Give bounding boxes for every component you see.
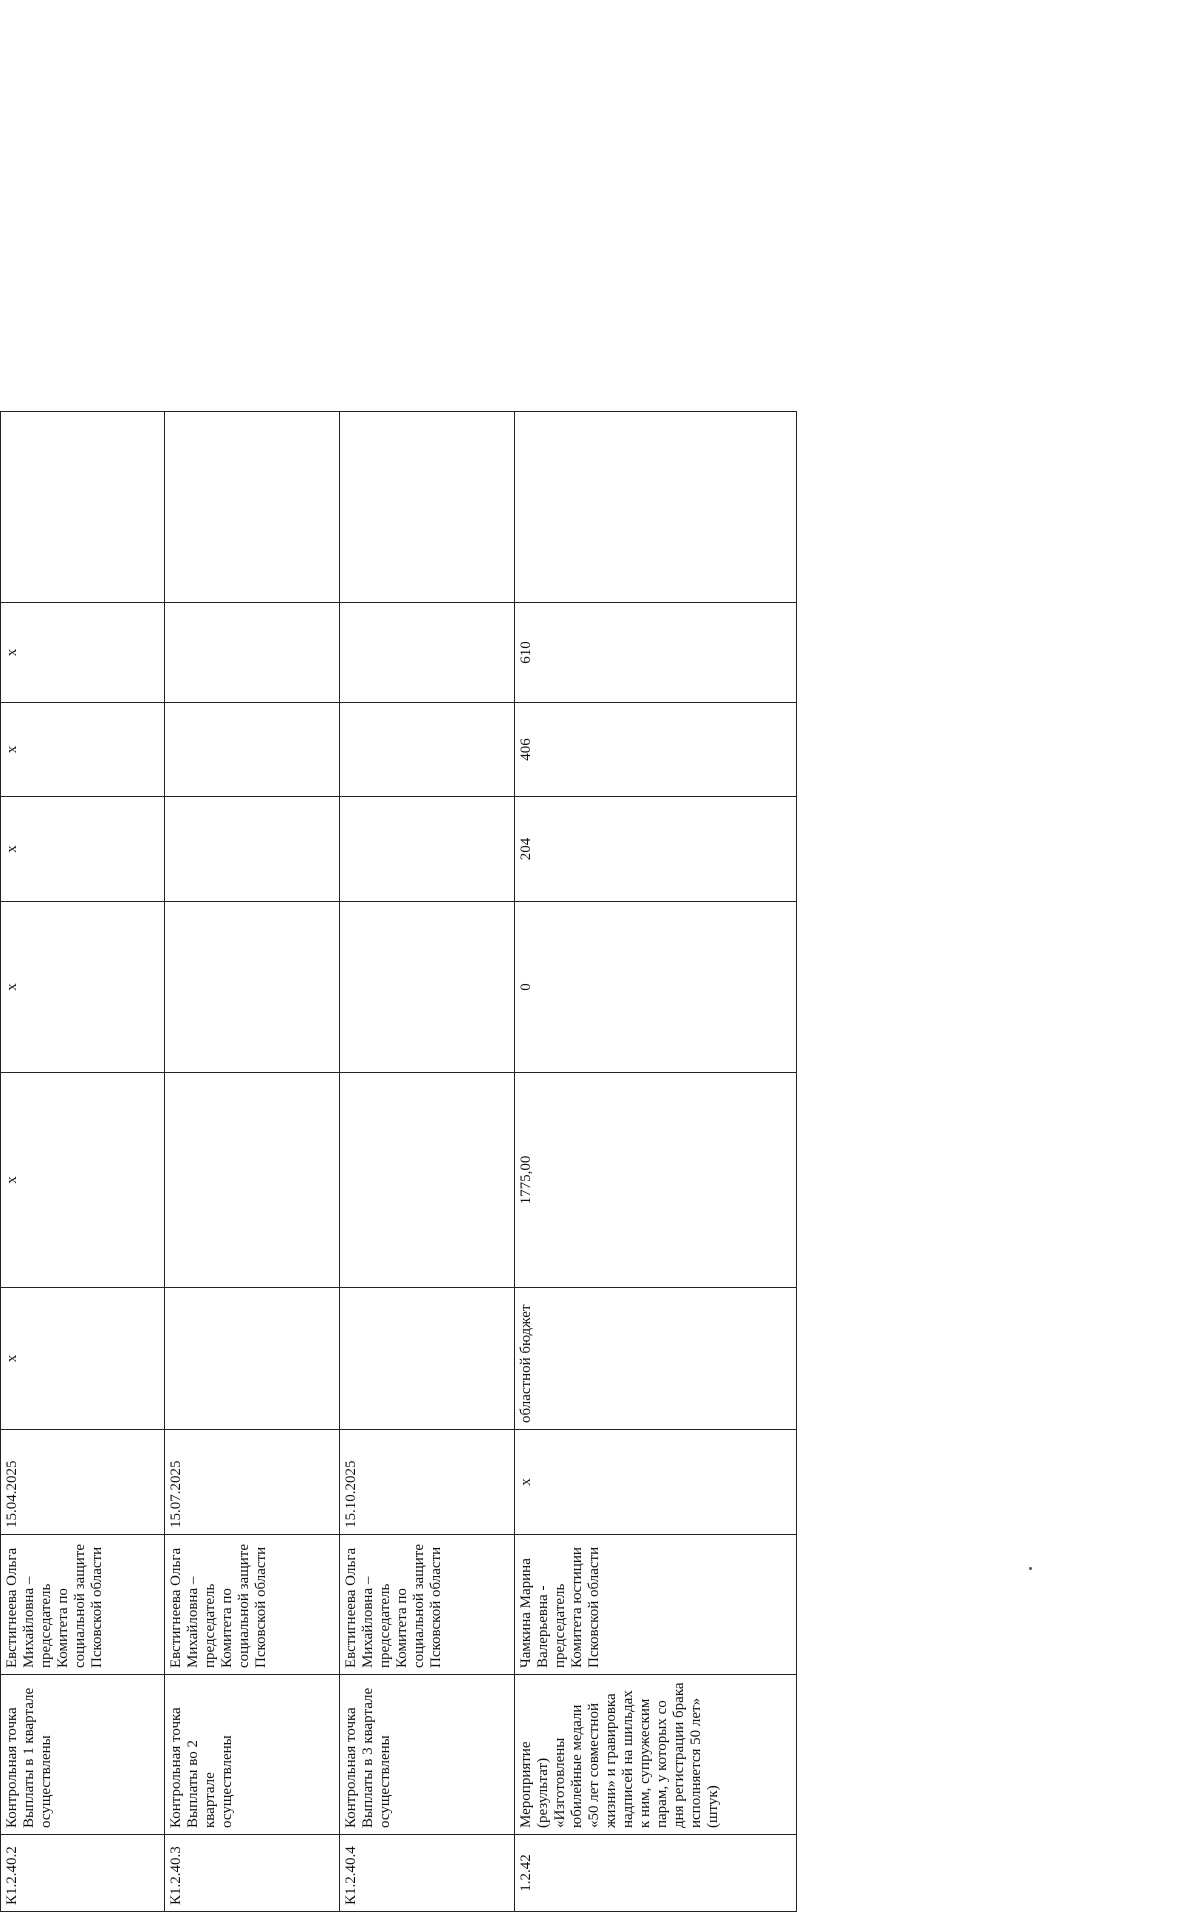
cell-amount <box>165 1073 340 1288</box>
cell-value-4: х <box>1 603 165 703</box>
cell-empty <box>515 412 797 603</box>
cell-value-1: х <box>1 902 165 1073</box>
cell-value-2: 204 <box>515 797 797 902</box>
cell-value-3: х <box>1 703 165 797</box>
cell-date: 15.07.2025 <box>165 1430 340 1535</box>
cell-date: х <box>515 1430 797 1535</box>
cell-value-3 <box>165 703 340 797</box>
cell-code: К1.2.40.3 <box>165 1835 340 1912</box>
table-row <box>1 412 165 1912</box>
cell-value-4 <box>165 603 340 703</box>
cell-title: Контрольная точка Выплаты в 1 квартале осуществлены <box>1 1675 165 1835</box>
measures-table <box>0 411 797 1912</box>
cell-responsible: Евстигнеева Ольга Михайловна – председатель Комитета по социальной защите Псковской области <box>165 1535 340 1675</box>
cell-empty <box>165 412 340 603</box>
cell-date: 15.04.2025 <box>1 1430 165 1535</box>
cell-title: Мероприятие (результат) «Изготовлены юбилейные медали «50 лет совместной жизни» и гравировка надписей на шильдах к ним, супружеским парам, у которых со дня регистрации брака исполняется 50 лет» (штук) <box>515 1675 797 1835</box>
cell-value-3: 406 <box>515 703 797 797</box>
cell-empty <box>1 412 165 603</box>
cell-value-3 <box>340 703 515 797</box>
cell-source: х <box>1 1288 165 1430</box>
cell-amount: х <box>1 1073 165 1288</box>
cell-source <box>340 1288 515 1430</box>
cell-empty <box>340 412 515 603</box>
cell-code: 1.2.42 <box>515 1835 797 1912</box>
cell-date: 15.10.2025 <box>340 1430 515 1535</box>
cell-value-1 <box>165 902 340 1073</box>
table-row <box>340 412 515 1912</box>
cell-value-4 <box>340 603 515 703</box>
rotated-table-container <box>0 412 796 1912</box>
cell-value-2 <box>165 797 340 902</box>
cell-responsible: Чамкина Марина Валерьевна - председатель Комитета юстиции Псковской области <box>515 1535 797 1675</box>
table-row <box>165 412 340 1912</box>
cell-code: К1.2.40.2 <box>1 1835 165 1912</box>
cell-value-1: 0 <box>515 902 797 1073</box>
cell-value-2 <box>340 797 515 902</box>
cell-value-4: 610 <box>515 603 797 703</box>
scan-dot <box>1029 1567 1032 1570</box>
cell-responsible: Евстигнеева Ольга Михайловна – председатель Комитета по социальной защите Псковской области <box>1 1535 165 1675</box>
cell-title: Контрольная точка Выплаты во 2 квартале осуществлены <box>165 1675 340 1835</box>
cell-title: Контрольная точка Выплаты в 3 квартале осуществлены <box>340 1675 515 1835</box>
cell-responsible: Евстигнеева Ольга Михайловна – председатель Комитета по социальной защите Псковской области <box>340 1535 515 1675</box>
cell-code: К1.2.40.4 <box>340 1835 515 1912</box>
cell-value-2: х <box>1 797 165 902</box>
cell-source <box>165 1288 340 1430</box>
table-row <box>515 412 797 1912</box>
cell-amount <box>340 1073 515 1288</box>
cell-source: областной бюджет <box>515 1288 797 1430</box>
cell-amount: 1775,00 <box>515 1073 797 1288</box>
cell-value-1 <box>340 902 515 1073</box>
